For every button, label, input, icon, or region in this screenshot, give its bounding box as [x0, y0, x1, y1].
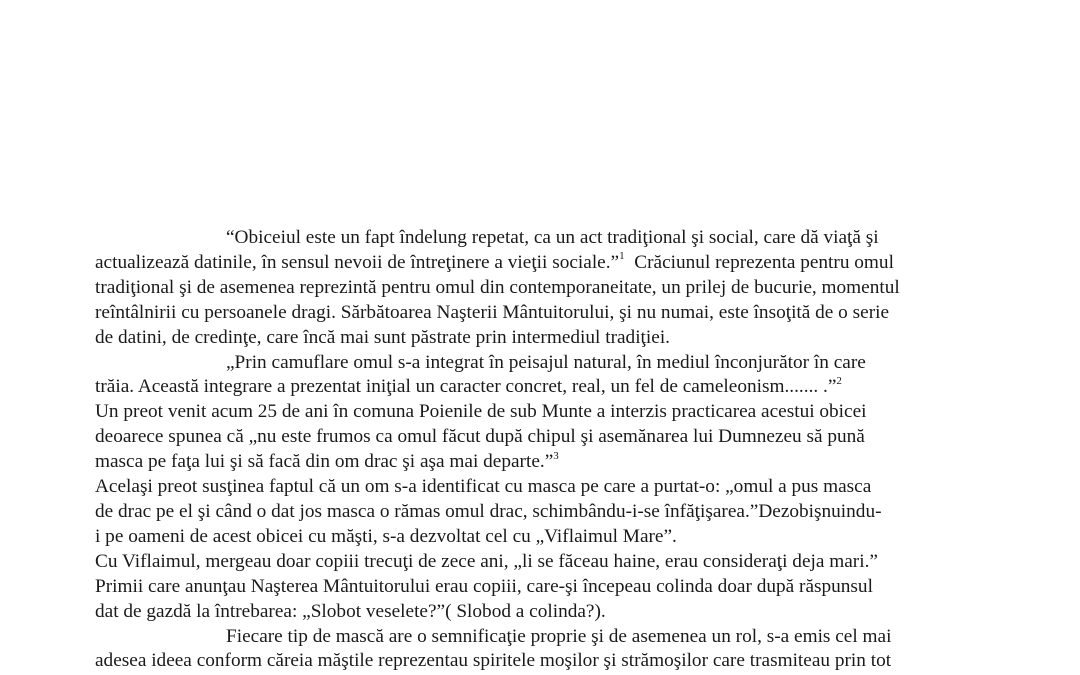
text-line-content: adesea ideea conform căreia măştile reprezentau spiritele moşilor şi strămoşilor care trasmiteau prin tot	[95, 650, 892, 672]
text-line-content: deoarece spunea că „nu este frumos ca omul făcut după chipul şi asemănarea lui Dumnezeu să pună	[95, 426, 865, 448]
text-line	[95, 375, 947, 400]
footnote-marker[interactable]: 1	[619, 250, 625, 263]
text-line-content: „Prin camuflare omul s-a integrat în peisajul natural, în mediul înconjurător în care	[226, 351, 866, 373]
text-line-content: reîntâlnirii cu persoanele dragi. Sărbătoarea Naşterii Mântuitorului, şi nu numai, este însoţită de o serie	[95, 301, 890, 323]
body-text	[95, 226, 947, 674]
text-line-content: dat de gazdă la întrebarea: „Slobot veselete?”( Slobod a colinda?).	[95, 600, 606, 622]
text-line-content: actualizează datinile, în sensul nevoii de întreţinere a vieţii sociale.”	[95, 251, 620, 273]
text-line-content: trăia. Această integrare a prezentat iniţial un caracter concret, real, un fel de cameleonism....... .”	[95, 376, 837, 398]
text-line-content: Primii care anunţau Naşterea Mântuitorului erau copiii, care-şi începeau colinda doar după răspunsul	[95, 575, 873, 597]
text-line-content: Cu Viflaimul, mergeau doar copiii trecuţi de zece ani, „li se făceau haine, erau consideraţi deja mari.”	[95, 550, 878, 572]
text-line-content: Un preot venit acum 25 de ani în comuna Poienile de sub Munte a interzis practicarea acestui obicei	[95, 401, 867, 423]
text-line	[95, 525, 947, 550]
text-line-content: Fiecare tip de mască are o semnificaţie proprie şi de asemenea un rol, s-a emis cel mai	[226, 625, 892, 647]
footnote-marker[interactable]: 2	[836, 375, 842, 388]
text-line	[95, 301, 947, 326]
text-line	[95, 450, 947, 475]
text-line-content: Acelaşi preot susţinea faptul că un om s-a identificat cu masca pe care a purtat-o: „omul a pus masca	[95, 476, 872, 498]
text-line	[95, 400, 947, 425]
text-line-content: masca pe faţa lui şi să facă din om drac şi aşa mai departe.”	[95, 451, 554, 473]
text-line-content: de datini, de credinţe, care încă mai sunt păstrate prin intermediul tradiţiei.	[95, 326, 671, 348]
text-line-continuation: Crăciunul reprezenta pentru omul	[624, 251, 894, 273]
text-line	[95, 550, 947, 575]
text-line	[95, 351, 947, 376]
text-line	[95, 475, 947, 500]
text-line	[95, 326, 947, 351]
text-line	[95, 575, 947, 600]
text-line-content: “Obiceiul este un fapt îndelung repetat, ca un act tradiţional şi social, care dă viaţă şi	[226, 227, 879, 248]
text-line	[95, 425, 947, 450]
text-line-content: i pe oameni de acest obicei cu măşti, s-a dezvoltat cel cu „Viflaimul Mare”.	[95, 525, 677, 547]
text-line-content: de drac pe el şi când o dat jos masca o rămas omul drac, schimbându-i-se înfăţişarea.”Dezobişnuindu-	[95, 500, 882, 522]
text-line	[95, 649, 947, 674]
footnote-marker[interactable]: 3	[553, 449, 559, 462]
text-line	[95, 600, 947, 625]
text-line	[95, 500, 947, 525]
text-line	[95, 276, 947, 301]
text-line	[95, 226, 947, 251]
text-line-content: tradiţional şi de asemenea reprezintă pentru omul din contemporaneitate, un prilej de bucurie, momentul	[95, 276, 900, 298]
text-line	[95, 625, 947, 650]
text-line	[95, 251, 947, 276]
